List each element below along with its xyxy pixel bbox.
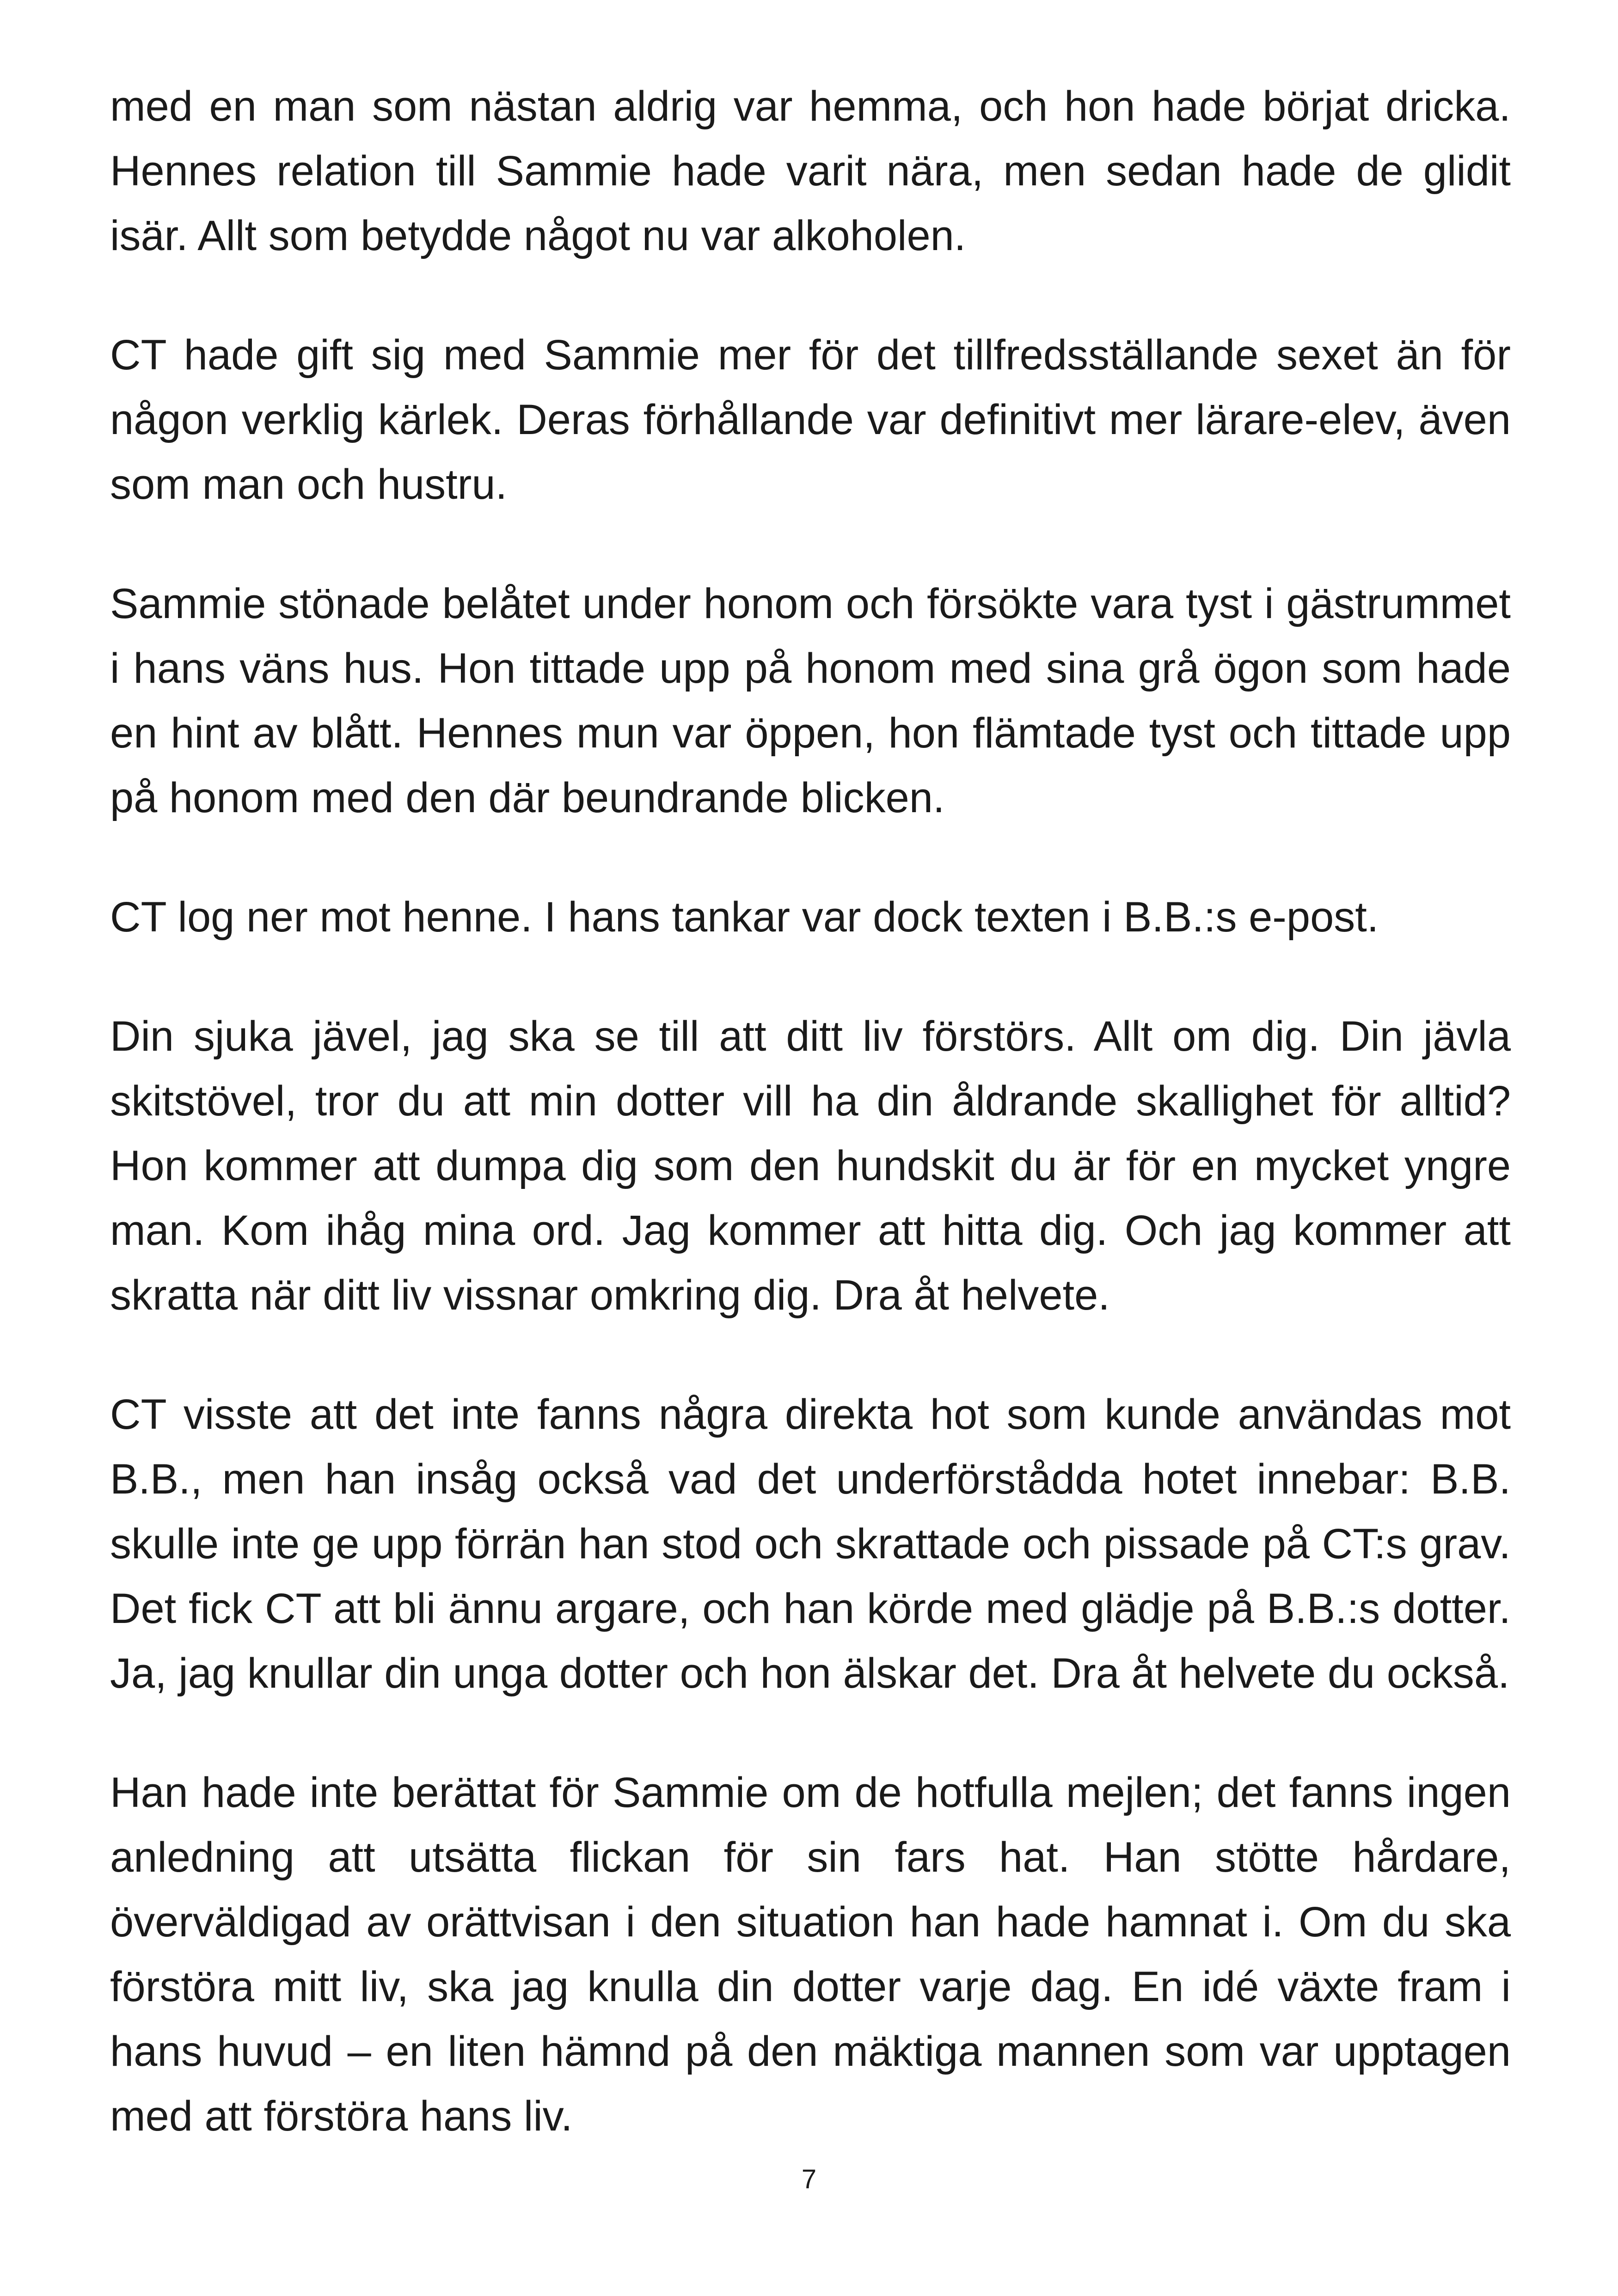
page-number: 7	[801, 2164, 817, 2194]
paragraph-1: med en man som nästan aldrig var hemma, och hon hade börjat dricka. Hennes relation till Sammie hade varit nära, men sedan hade de glidit isär. Allt som betydde något nu var alkoholen.	[110, 83, 1511, 259]
paragraph-3: Sammie stönade belåtet under honom och försökte vara tyst i gästrummet i hans väns hus. Hon tittade upp på honom med sina grå ögon som hade en hint av blått. Hennes mun var öppen, hon flämtade tyst och tittade upp på honom med den där beundrande blicken.	[110, 580, 1511, 821]
paragraph-7: Han hade inte berättat för Sammie om de hotfulla mejlen; det fanns ingen anledning att utsätta flickan för sin fars hat. Han stötte hårdare, överväldigad av orättvisan i den situation han hade hamnat i. Om du ska förstöra mitt liv, ska jag knulla din dotter varje dag. En idé växte fram i hans huvud – en liten hämnd på den mäktiga mannen som var upptagen med att förstöra hans liv.	[110, 1769, 1511, 2140]
paragraph-5: Din sjuka jävel, jag ska se till att ditt liv förstörs. Allt om dig. Din jävla skitstövel, tror du att min dotter vill ha din åldrande skallighet för alltid? Hon kommer att dumpa dig som den hundskit du är för en mycket yngre man. Kom ihåg mina ord. Jag kommer att hitta dig. Och jag kommer att skratta när ditt liv vissnar omkring dig. Dra åt helvete.	[110, 1013, 1511, 1319]
body-text	[110, 74, 1511, 2203]
paragraph-4: CT log ner mot henne. I hans tankar var dock texten i B.B.:s e-post.	[110, 894, 1379, 941]
paragraph-2: CT hade gift sig med Sammie mer för det tillfredsställande sexet än för någon verklig kärlek. Deras förhållande var definitivt mer lärare-elev, även som man och hustru.	[110, 331, 1511, 508]
paragraph-6: CT visste att det inte fanns några direkta hot som kunde användas mot B.B., men han insåg också vad det underförstådda hotet innebar: B.B. skulle inte ge upp förrän han stod och skrattade och pissade på CT:s grav. Det fick CT att bli ännu argare, och han körde med glädje på B.B.:s dotter. Ja, jag knullar din unga dotter och hon älskar det. Dra åt helvete du också.	[110, 1391, 1511, 1697]
